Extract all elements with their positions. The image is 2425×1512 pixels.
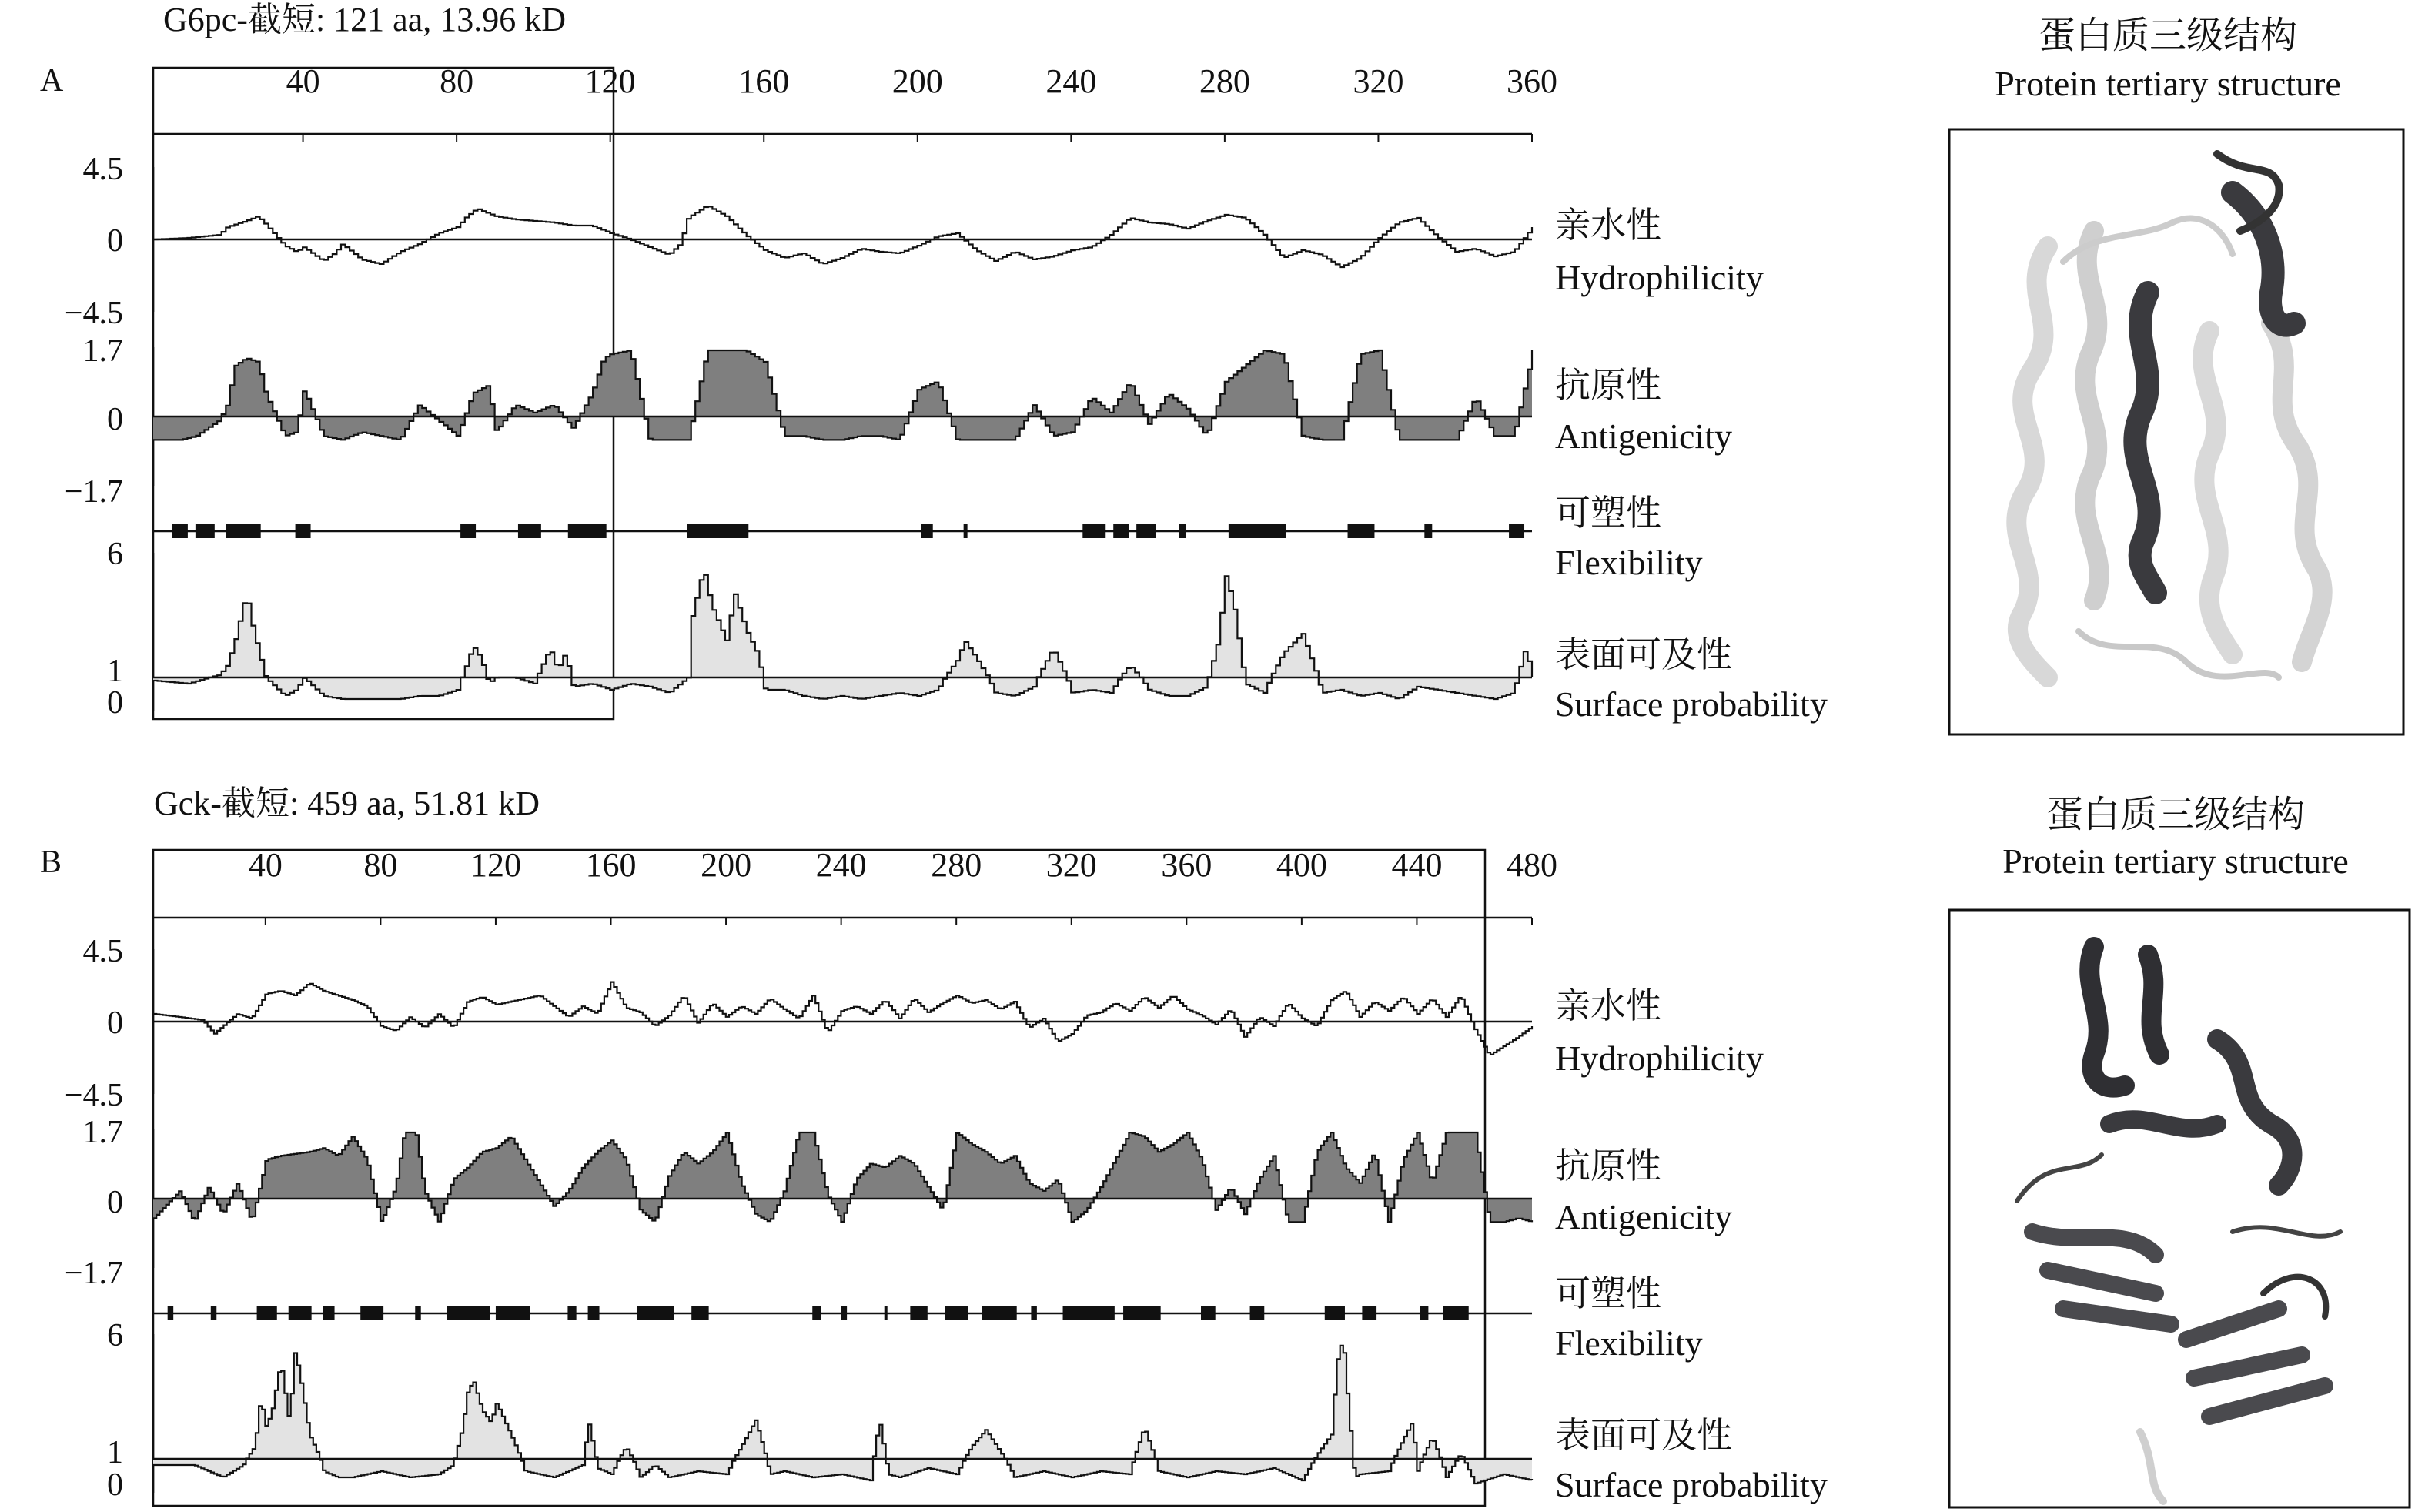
flexibility-segment (910, 1306, 927, 1320)
structure-title-cn-b: 蛋白质三级结构 (2045, 794, 2306, 835)
flexibility-segment (226, 524, 261, 538)
hydrophilicity-series-line (153, 206, 1532, 267)
flexibility-segment (196, 524, 215, 538)
track-labels-a (1555, 206, 1828, 724)
y-tick-labels-b (65, 934, 123, 1503)
flexibility-segment (1201, 1306, 1216, 1320)
structure-title-en-b: Protein tertiary structure (2002, 841, 2349, 881)
x-tick-label: 320 (1045, 846, 1097, 884)
x-tick-label: 40 (286, 62, 320, 100)
x-tick-row-a (286, 62, 1557, 142)
x-tick-label: 320 (1353, 62, 1404, 100)
flexibility-segment (1113, 524, 1129, 538)
panel-label-a: A (40, 63, 64, 99)
flexibility-segment (289, 1306, 312, 1320)
flexibility-segment (567, 1306, 576, 1320)
hydrophilicity-label-en: Hydrophilicity (1555, 258, 1764, 297)
y-tick-anti-high: 1.7 (82, 1115, 123, 1150)
hydrophilicity-label-en: Hydrophilicity (1555, 1039, 1764, 1078)
flexibility-label-cn: 可塑性 (1555, 493, 1661, 533)
flexibility-segment (1123, 1306, 1161, 1320)
x-tick-label: 160 (585, 846, 637, 884)
x-tick-label: 160 (738, 62, 790, 100)
flexibility-segment (447, 1306, 490, 1320)
flexibility-segment (1420, 1306, 1428, 1320)
x-tick-row-b (249, 846, 1557, 925)
flexibility-segment (812, 1306, 821, 1320)
x-tick-label: 360 (1161, 846, 1212, 884)
flexibility-segment (1250, 1306, 1265, 1320)
surface-label-en: Surface probability (1555, 684, 1828, 724)
flexibility-segment (1136, 524, 1156, 538)
x-tick-label: 240 (1045, 62, 1097, 100)
y-tick-anti-zero: 0 (107, 1185, 123, 1220)
plot-tracks-a (153, 167, 1532, 711)
flexibility-segment (964, 524, 968, 538)
surface-label-en: Surface probability (1555, 1465, 1828, 1504)
surface-label-cn: 表面可及性 (1555, 1416, 1732, 1455)
highlight-box-a (153, 68, 614, 719)
flexibility-segment (1424, 524, 1432, 538)
flexibility-segment (168, 1306, 173, 1320)
y-tick-hydro-high: 4.5 (82, 934, 123, 969)
flexibility-segment (1179, 524, 1186, 538)
x-tick-label: 80 (440, 62, 474, 100)
flexibility-segment (296, 524, 311, 538)
flexibility-segment (415, 1306, 420, 1320)
x-tick-label: 440 (1391, 846, 1443, 884)
flexibility-segment (360, 1306, 383, 1320)
flexibility-segment (1509, 524, 1524, 538)
y-tick-anti-low: −1.7 (64, 1256, 123, 1291)
flexibility-segment (1229, 524, 1286, 538)
hydrophilicity-label-cn: 亲水性 (1555, 206, 1661, 245)
flexibility-segment (841, 1306, 847, 1320)
y-tick-hydro-low: −4.5 (64, 296, 123, 331)
flexibility-segment (1443, 1306, 1469, 1320)
panel-a (40, 1, 2403, 734)
x-tick-label: 120 (470, 846, 521, 884)
panel-title-a: G6pc-截短: 121 aa, 13.96 kD (163, 1, 567, 38)
y-tick-anti-low: −1.7 (64, 474, 123, 510)
x-tick-label: 200 (701, 846, 752, 884)
flexibility-label-en: Flexibility (1555, 1323, 1703, 1363)
y-tick-hydro-high: 4.5 (82, 152, 123, 187)
flexibility-segment (982, 1306, 1017, 1320)
panel-b (40, 784, 2410, 1507)
surface-label-cn: 表面可及性 (1555, 635, 1732, 674)
y-tick-anti-high: 1.7 (82, 333, 123, 369)
x-tick-label: 280 (1199, 62, 1250, 100)
antigenicity-label-cn: 抗原性 (1555, 366, 1661, 405)
antigenicity-area (153, 350, 1532, 440)
flexibility-segment (568, 524, 607, 538)
structure-frame-b (1949, 910, 2410, 1507)
hydrophilicity-series-line (153, 982, 1532, 1055)
flexibility-segment (1082, 524, 1105, 538)
flexibility-segment (1362, 1306, 1376, 1320)
structure-view-a (1949, 15, 2403, 734)
x-tick-label: 240 (815, 846, 867, 884)
flexibility-label-cn: 可塑性 (1555, 1274, 1661, 1313)
structure-title-en-a: Protein tertiary structure (1995, 64, 2341, 103)
y-tick-surf-zero: 0 (107, 1467, 123, 1503)
x-tick-label: 280 (931, 846, 982, 884)
y-tick-hydro-low: −4.5 (64, 1078, 123, 1113)
flexibility-segment (637, 1306, 674, 1320)
flexibility-segment (945, 1306, 968, 1320)
flexibility-segment (257, 1306, 277, 1320)
x-tick-label: 120 (584, 62, 636, 100)
plot-tracks-b (153, 949, 1532, 1493)
structure-view-b (1949, 794, 2410, 1507)
x-tick-label: 480 (1507, 846, 1557, 884)
flexibility-segment (1348, 524, 1375, 538)
track-labels-b (1555, 986, 1828, 1504)
antigenicity-label-cn: 抗原性 (1555, 1146, 1661, 1186)
panel-label-b: B (40, 845, 62, 880)
x-tick-label: 360 (1507, 62, 1557, 100)
hydrophilicity-label-cn: 亲水性 (1555, 986, 1661, 1025)
flexibility-segment (1063, 1306, 1115, 1320)
flexibility-segment (172, 524, 188, 538)
y-tick-surf-one: 1 (107, 1435, 123, 1470)
flexibility-segment (460, 524, 476, 538)
y-tick-hydro-zero: 0 (107, 1005, 123, 1041)
y-tick-anti-zero: 0 (107, 402, 123, 437)
y-tick-surf-high: 6 (107, 1318, 123, 1353)
flexibility-segment (691, 1306, 708, 1320)
x-tick-label: 200 (891, 62, 943, 100)
antigenicity-label-en: Antigenicity (1555, 416, 1732, 456)
flexibility-segment (922, 524, 933, 538)
surface-probability-area (153, 575, 1532, 699)
flexibility-segment (496, 1306, 530, 1320)
y-tick-surf-one: 1 (107, 654, 123, 689)
y-tick-surf-high: 6 (107, 537, 123, 572)
flexibility-segment (323, 1306, 335, 1320)
surface-probability-area (153, 1346, 1532, 1484)
y-tick-labels-a (65, 152, 123, 721)
antigenicity-label-en: Antigenicity (1555, 1197, 1732, 1236)
flexibility-segment (518, 524, 541, 538)
flexibility-segment (211, 1306, 216, 1320)
x-tick-label: 400 (1276, 846, 1327, 884)
x-tick-label: 40 (248, 846, 283, 884)
x-tick-label: 80 (363, 846, 398, 884)
flexibility-segment (687, 524, 748, 538)
flexibility-segment (1325, 1306, 1345, 1320)
flexibility-segment (1031, 1306, 1036, 1320)
y-tick-surf-zero: 0 (107, 685, 123, 721)
panel-title-b: Gck-截短: 459 aa, 51.81 kD (154, 784, 540, 822)
structure-title-cn-a: 蛋白质三级结构 (2038, 15, 2298, 56)
flexibility-label-en: Flexibility (1555, 543, 1703, 582)
flexibility-segment (588, 1306, 600, 1320)
y-tick-hydro-zero: 0 (107, 223, 123, 259)
flexibility-segment (885, 1306, 888, 1320)
